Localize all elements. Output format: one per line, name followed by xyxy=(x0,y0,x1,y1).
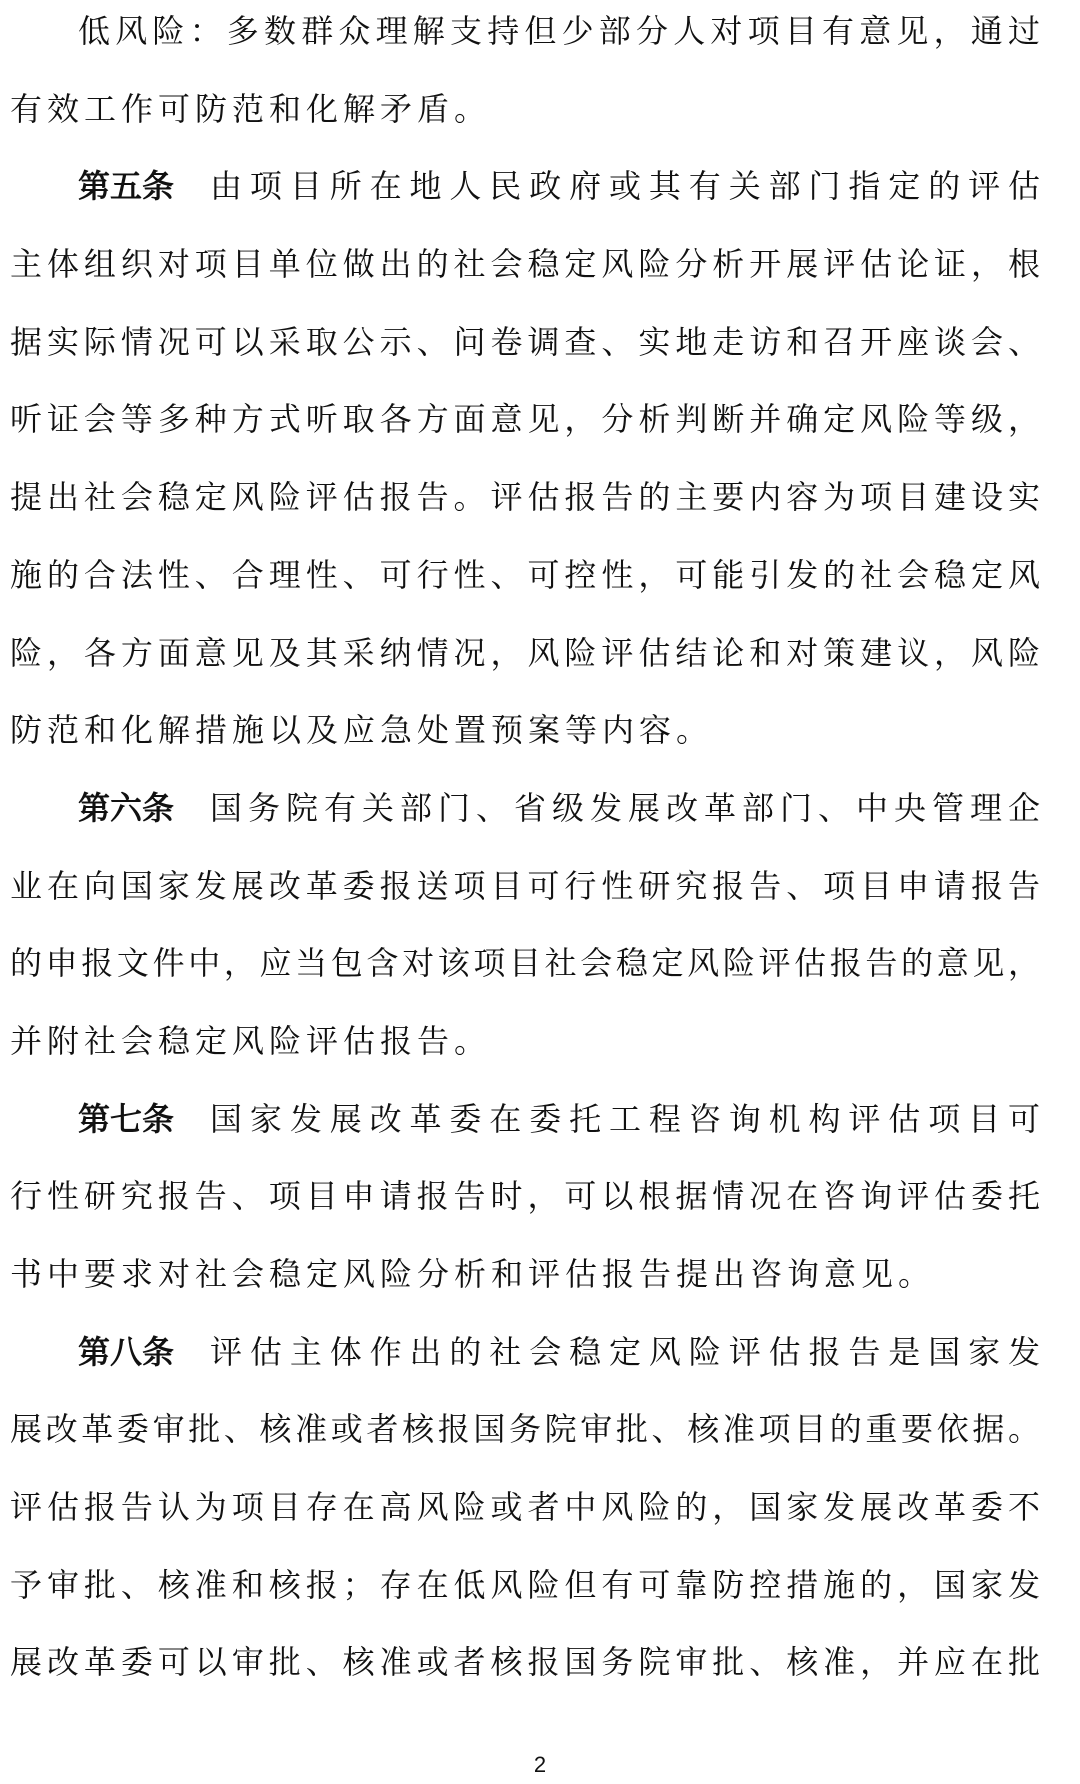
article-heading: 第六条 xyxy=(78,788,175,827)
text-line xyxy=(78,1314,1040,1392)
text-line: 并附社会稳定风险评估报告。 xyxy=(10,1021,492,1060)
text-line: 行性研究报告、项目申请报告时，可以根据情况在咨询评估委托 xyxy=(10,1177,1040,1216)
article-text: 评估主体作出的社会稳定风险评估报告是国家发 xyxy=(210,1332,1040,1371)
page-number: 2 xyxy=(533,1752,547,1777)
article-heading: 第七条 xyxy=(78,1099,175,1138)
article-heading: 第八条 xyxy=(78,1332,175,1371)
text-line: 展改革委审批、核准或者核报国务院审批、核准项目的重要依据。 xyxy=(10,1410,1040,1449)
text-line: 业在向国家发展改革委报送项目可行性研究报告、项目申请报告 xyxy=(10,866,1040,905)
text-line: 的申报文件中，应当包含对该项目社会稳定风险评估报告的意见， xyxy=(10,944,1040,983)
text-line: 予审批、核准和核报；存在低风险但有可靠防控措施的，国家发 xyxy=(10,1565,1040,1604)
text-line xyxy=(78,1081,1040,1159)
text-line: 施的合法性、合理性、可行性、可控性，可能引发的社会稳定风 xyxy=(10,555,1040,594)
text-line: 据实际情况可以采取公示、问卷调查、实地走访和召开座谈会、 xyxy=(10,322,1040,361)
text-line xyxy=(78,148,1040,226)
article-text: 国家发展改革委在委托工程咨询机构评估项目可 xyxy=(210,1099,1040,1138)
article-text: 国务院有关部门、省级发展改革部门、中央管理企 xyxy=(210,788,1040,827)
text-line: 书中要求对社会稳定风险分析和评估报告提出咨询意见。 xyxy=(10,1255,936,1293)
text-line: 评估报告认为项目存在高风险或者中风险的，国家发展改革委不 xyxy=(10,1488,1040,1527)
text-line: 主体组织对项目单位做出的社会稳定风险分析开展评估论证，根 xyxy=(10,245,1040,284)
text-line: 险，各方面意见及其采纳情况，风险评估结论和对策建议，风险 xyxy=(10,633,1040,672)
text-line xyxy=(78,770,1040,848)
text-line: 听证会等多种方式听取各方面意见，分析判断并确定风险等级， xyxy=(10,400,1040,439)
article-text: 由项目所在地人民政府或其有关部门指定的评估 xyxy=(210,167,1040,206)
text-line: 防范和化解措施以及应急处置预案等内容。 xyxy=(10,711,714,750)
text-line: 低风险：多数群众理解支持但少部分人对项目有意见，通过 xyxy=(78,12,1040,50)
text-line: 有效工作可防范和化解矛盾。 xyxy=(10,89,492,128)
text-line: 提出社会稳定风险评估报告。评估报告的主要内容为项目建设实 xyxy=(10,478,1040,517)
text-line: 展改革委可以审批、核准或者核报国务院审批、核准，并应在批 xyxy=(10,1643,1040,1682)
article-heading: 第五条 xyxy=(78,167,175,206)
